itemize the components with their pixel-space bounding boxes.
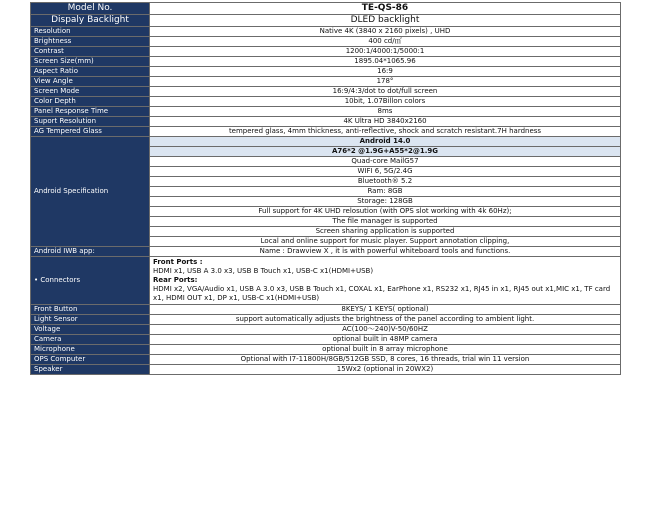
spec-label: Resolution [31, 27, 150, 37]
spec-label: OPS Computer [31, 355, 150, 365]
android-spec-row [31, 137, 621, 147]
spec-value: 8KEYS/ 1 KEYS( optional) [150, 305, 621, 315]
android-spec-value: Screen sharing application is supported [150, 227, 621, 237]
spec-row [31, 315, 621, 325]
android-spec-value: Storage: 128GB [150, 197, 621, 207]
android-spec-value: Android 14.0 [150, 137, 621, 147]
spec-row [31, 37, 621, 47]
android-spec-value: Local and online support for music player. Support annotation clipping, [150, 237, 621, 247]
android-spec-value: WIFI 6, 5G/2.4G [150, 167, 621, 177]
spec-value: 15Wx2 (optional in 20WX2) [150, 365, 621, 375]
spec-label: Camera [31, 335, 150, 345]
spec-label: Panel Response Time [31, 107, 150, 117]
android-spec-value: Ram: 8GB [150, 187, 621, 197]
model-label: Model No. [31, 3, 150, 15]
spec-label: Android IWB app: [31, 247, 150, 257]
spec-value: 16:9 [150, 67, 621, 77]
spec-label: Brightness [31, 37, 150, 47]
spec-row [31, 365, 621, 375]
spec-value: 400 cd/㎡ [150, 37, 621, 47]
spec-value: 1895.04*1065.96 [150, 57, 621, 67]
spec-row [31, 127, 621, 137]
spec-label: Screen Size(mm) [31, 57, 150, 67]
rear-ports-text: HDMI x2, VGA/Audio x1, USB A 3.0 x3, USB B Touch x1, COXAL x1, EarPhone x1, RS232 x1, RJ45 in x1, RJ45 out x1,MIC x1, TF card x1, HDMI OUT x1, DP x1, USB-C x1(HDMI+USB) [153, 285, 611, 302]
spec-label: Voltage [31, 325, 150, 335]
spec-table [30, 2, 621, 375]
spec-row [31, 47, 621, 57]
spec-row [31, 87, 621, 97]
spec-value: Optional with I7-11800H/8GB/512GB SSD, 8 cores, 16 threads, trial win 11 version [150, 355, 621, 365]
spec-row [31, 305, 621, 315]
spec-value: 8ms [150, 107, 621, 117]
backlight-value: DLED backlight [150, 15, 621, 27]
spec-value: 16:9/4:3/dot to dot/full screen [150, 87, 621, 97]
spec-row [31, 77, 621, 87]
spec-value: 1200:1/4000:1/5000:1 [150, 47, 621, 57]
spec-row [31, 325, 621, 335]
spec-row [31, 97, 621, 107]
spec-row [31, 345, 621, 355]
iwb-row [31, 247, 621, 257]
android-spec-value: A76*2 @1.9G+A55*2@1.9G [150, 147, 621, 157]
android-spec-value: Quad-core MailG57 [150, 157, 621, 167]
rear-ports-title: Rear Ports: [153, 276, 198, 284]
backlight-label: Dispaly Backlight [31, 15, 150, 27]
spec-row [31, 57, 621, 67]
android-spec-label: Android Specification [31, 137, 150, 247]
spec-value: optional built in 8 array microphone [150, 345, 621, 355]
spec-label: Color Depth [31, 97, 150, 107]
android-spec-value: Bluetooth® 5.2 [150, 177, 621, 187]
spec-label: Front Button [31, 305, 150, 315]
spec-value: 10bit, 1.07Billon colors [150, 97, 621, 107]
connectors-row [31, 257, 621, 305]
spec-label: View Angle [31, 77, 150, 87]
connectors-label: • Connectors [31, 257, 150, 305]
spec-label: Contrast [31, 47, 150, 57]
front-ports-title: Front Ports : [153, 258, 203, 266]
spec-label: Aspect Ratio [31, 67, 150, 77]
model-row [31, 3, 621, 15]
android-spec-value: The file manager is supported [150, 217, 621, 227]
front-ports-text: HDMI x1, USB A 3.0 x3, USB B Touch x1, USB-C x1(HDMI+USB) [153, 267, 374, 275]
spec-label: Light Sensor [31, 315, 150, 325]
spec-label: AG Tempered Glass [31, 127, 150, 137]
model-value: TE-QS-86 [150, 3, 621, 15]
spec-label: Screen Mode [31, 87, 150, 97]
spec-row [31, 335, 621, 345]
spec-value: 178° [150, 77, 621, 87]
spec-label: Suport Resolution [31, 117, 150, 127]
spec-row [31, 107, 621, 117]
spec-value: tempered glass, 4mm thickness, anti-reflective, shock and scratch resistant.7H hardness [150, 127, 621, 137]
spec-value: support automatically adjusts the brightness of the panel according to ambient light. [150, 315, 621, 325]
spec-value: Name : Drawview X , it is with powerful whiteboard tools and functions. [150, 247, 621, 257]
spec-row [31, 27, 621, 37]
spec-row [31, 67, 621, 77]
spec-value: Native 4K (3840 x 2160 pixels) , UHD [150, 27, 621, 37]
spec-label: Microphone [31, 345, 150, 355]
spec-row [31, 117, 621, 127]
spec-label: Speaker [31, 365, 150, 375]
spec-value: 4K Ultra HD 3840x2160 [150, 117, 621, 127]
android-spec-value: Full support for 4K UHD relosution (with OPS slot working with 4k 60Hz); [150, 207, 621, 217]
spec-value: AC(100～240)V-50/60HZ [150, 325, 621, 335]
backlight-row [31, 15, 621, 27]
connectors-value [150, 257, 621, 305]
spec-value: optional built in 48MP camera [150, 335, 621, 345]
spec-table-body [31, 3, 621, 375]
spec-row [31, 355, 621, 365]
